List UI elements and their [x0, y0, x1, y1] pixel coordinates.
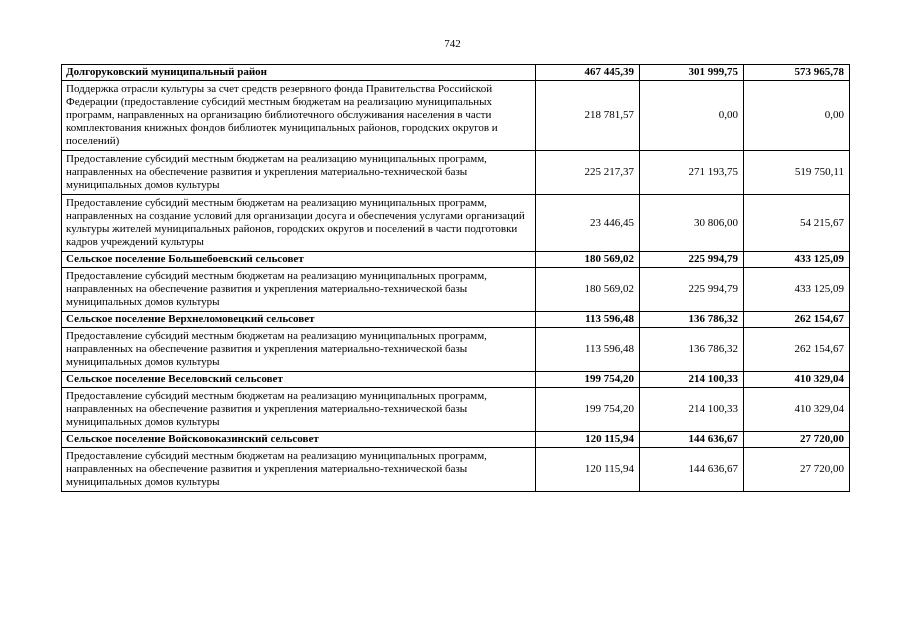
row-value-1: 199 754,20	[536, 388, 640, 432]
row-value-1: 180 569,02	[536, 252, 640, 268]
row-value-2: 225 994,79	[640, 268, 744, 312]
row-value-2: 301 999,75	[640, 65, 744, 81]
row-name: Сельское поселение Большебоевский сельсовет	[62, 252, 536, 268]
row-name: Долгоруковский муниципальный район	[62, 65, 536, 81]
row-value-2: 214 100,33	[640, 388, 744, 432]
row-value-3: 410 329,04	[744, 388, 850, 432]
row-name: Сельское поселение Войсковоказинский сельсовет	[62, 432, 536, 448]
table-row	[62, 195, 850, 252]
table-row	[62, 448, 850, 492]
row-value-3: 433 125,09	[744, 268, 850, 312]
row-value-3: 433 125,09	[744, 252, 850, 268]
row-name: Поддержка отрасли культуры за счет средств резервного фонда Правительства Российской Федерации (предоставление субсидий местным бюджетам на реализацию муниципальных программ, направленных на организацию библиотечного обслуживания населения в части комплектования книжных фондов библиотек муниципальных районов, городских округов и поселений)	[62, 81, 536, 151]
table-row-header	[62, 252, 850, 268]
table-row-header	[62, 372, 850, 388]
row-value-3: 54 215,67	[744, 195, 850, 252]
row-value-1: 23 446,45	[536, 195, 640, 252]
row-value-3: 262 154,67	[744, 312, 850, 328]
row-value-1: 120 115,94	[536, 432, 640, 448]
row-value-2: 225 994,79	[640, 252, 744, 268]
table-row	[62, 268, 850, 312]
row-value-3: 573 965,78	[744, 65, 850, 81]
row-value-1: 113 596,48	[536, 312, 640, 328]
budget-table	[61, 64, 850, 492]
page-number: 742	[444, 38, 461, 50]
row-value-1: 199 754,20	[536, 372, 640, 388]
row-name: Предоставление субсидий местным бюджетам на реализацию муниципальных программ, направленных на обеспечение развития и укрепления материально-технической базы муниципальных домов культуры	[62, 268, 536, 312]
row-value-1: 218 781,57	[536, 81, 640, 151]
row-value-2: 30 806,00	[640, 195, 744, 252]
table-row-header	[62, 312, 850, 328]
row-name: Предоставление субсидий местным бюджетам на реализацию муниципальных программ, направленных на обеспечение развития и укрепления материально-технической базы муниципальных домов культуры	[62, 448, 536, 492]
row-value-1: 113 596,48	[536, 328, 640, 372]
table-row-header	[62, 65, 850, 81]
row-value-2: 136 786,32	[640, 328, 744, 372]
table-row	[62, 81, 850, 151]
table-row	[62, 388, 850, 432]
row-name: Предоставление субсидий местным бюджетам на реализацию муниципальных программ, направленных на обеспечение развития и укрепления материально-технической базы муниципальных домов культуры	[62, 388, 536, 432]
row-value-3: 410 329,04	[744, 372, 850, 388]
row-value-3: 262 154,67	[744, 328, 850, 372]
row-value-2: 144 636,67	[640, 432, 744, 448]
row-value-2: 136 786,32	[640, 312, 744, 328]
row-name: Предоставление субсидий местным бюджетам на реализацию муниципальных программ, направленных на обеспечение развития и укрепления материально-технической базы муниципальных домов культуры	[62, 328, 536, 372]
row-value-1: 225 217,37	[536, 151, 640, 195]
row-value-2: 271 193,75	[640, 151, 744, 195]
row-value-2: 0,00	[640, 81, 744, 151]
row-value-3: 519 750,11	[744, 151, 850, 195]
row-name: Сельское поселение Веселовский сельсовет	[62, 372, 536, 388]
row-name: Предоставление субсидий местным бюджетам на реализацию муниципальных программ, направленных на обеспечение развития и укрепления материально-технической базы муниципальных домов культуры	[62, 151, 536, 195]
row-value-3: 27 720,00	[744, 448, 850, 492]
row-value-1: 120 115,94	[536, 448, 640, 492]
table-row	[62, 328, 850, 372]
row-value-1: 180 569,02	[536, 268, 640, 312]
row-value-3: 27 720,00	[744, 432, 850, 448]
row-value-1: 467 445,39	[536, 65, 640, 81]
row-value-2: 214 100,33	[640, 372, 744, 388]
table-row-header	[62, 432, 850, 448]
row-name: Предоставление субсидий местным бюджетам на реализацию муниципальных программ, направленных на создание условий для организации досуга и обеспечения услугами организаций культуры жителей муниципальных районов, городских округов и поселений в части подготовки кадров учреждений культуры	[62, 195, 536, 252]
row-value-3: 0,00	[744, 81, 850, 151]
row-value-2: 144 636,67	[640, 448, 744, 492]
table-row	[62, 151, 850, 195]
row-name: Сельское поселение Верхнеломовецкий сельсовет	[62, 312, 536, 328]
